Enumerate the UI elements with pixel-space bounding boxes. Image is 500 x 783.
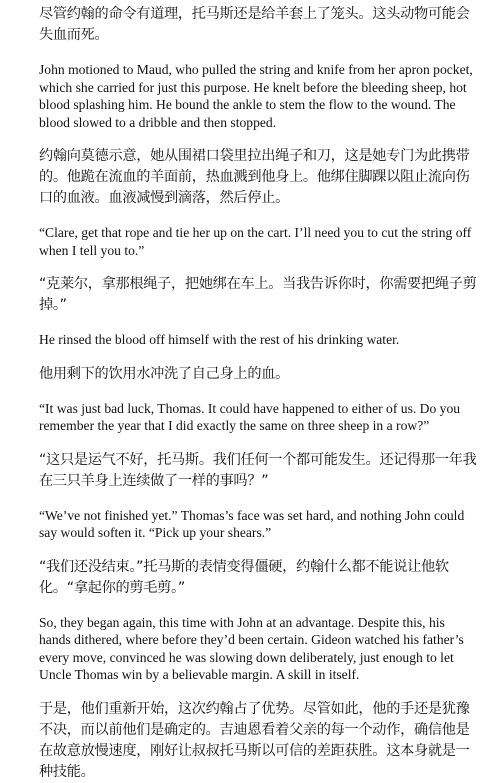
paragraph-zh: “克莱尔，拿那根绳子，把她绑在车上。当我告诉你时，你需要把绳子剪掉。” <box>39 276 477 313</box>
paragraph-zh: “这只是运气不好，托马斯。我们任何一个都可能发生。还记得那一年我在三只羊身上连续做了一样的事吗？” <box>39 451 477 489</box>
paragraph-zh: 尽管约翰的命令有道理，托马斯还是给羊套上了笼头。这头动物可能会失血而死。 <box>39 6 470 43</box>
paragraph-en: So, they began again, this time with John at an advantage. Despite this, his hands dithered, where before they’d been certain. Gideon watched his father’s every move, convinced he was slowing down deliberately, just enough to let Uncle Thomas win by a believable margin. A skill in itself. <box>39 614 464 682</box>
paragraph-zh: “我们还没结束。”托马斯的表情变得僵硬，约翰什么都不能说让他软化。“拿起你的剪毛剪。” <box>39 558 449 596</box>
paragraph-en: John motioned to Maud, who pulled the string and knife from her apron pocket, which she carried for just this purpose. He knelt before the bleeding sheep, hot blood splashing him. He bound the ankle to stem the flow to the wound. The blood slowed to a dribble and then stopped. <box>39 62 473 130</box>
paragraph-en: “We’ve not finished yet.” Thomas’s face was set hard, and nothing John could say would soften it. “Pick up your shears.” <box>39 507 465 540</box>
paragraph-zh: 他用剩下的饮用水冲洗了自己身上的血。 <box>39 365 289 382</box>
paragraph-en: “Clare, get that rope and tie her up on the cart. I’ll need you to cut the string off when I tell you to.” <box>39 225 472 258</box>
paragraph-en: He rinsed the blood off himself with the rest of his drinking water. <box>39 332 400 347</box>
paragraph-zh: 约翰向莫德示意，她从围裙口袋里拉出绳子和刀，这是她专门为此携带的。他跪在流血的羊面前，热血溅到他身上。他绑住脚踝以阻止流向伤口的血液。血液减慢到滴落，然后停止。 <box>39 148 470 206</box>
paragraph-zh: 于是，他们重新开始，这次约翰占了优势。尽管如此，他的手还是犹豫不决，而以前他们是确定的。吉迪恩看着父亲的每一个动作，确信他是在故意放慢速度，刚好让叔叔托马斯以可信的差距获胜。这本身就是一种技能。 <box>39 700 470 780</box>
paragraph-en: “It was just bad luck, Thomas. It could have happened to either of us. Do you remember the year that I did exactly the same on three sheep in a row?” <box>39 400 461 433</box>
